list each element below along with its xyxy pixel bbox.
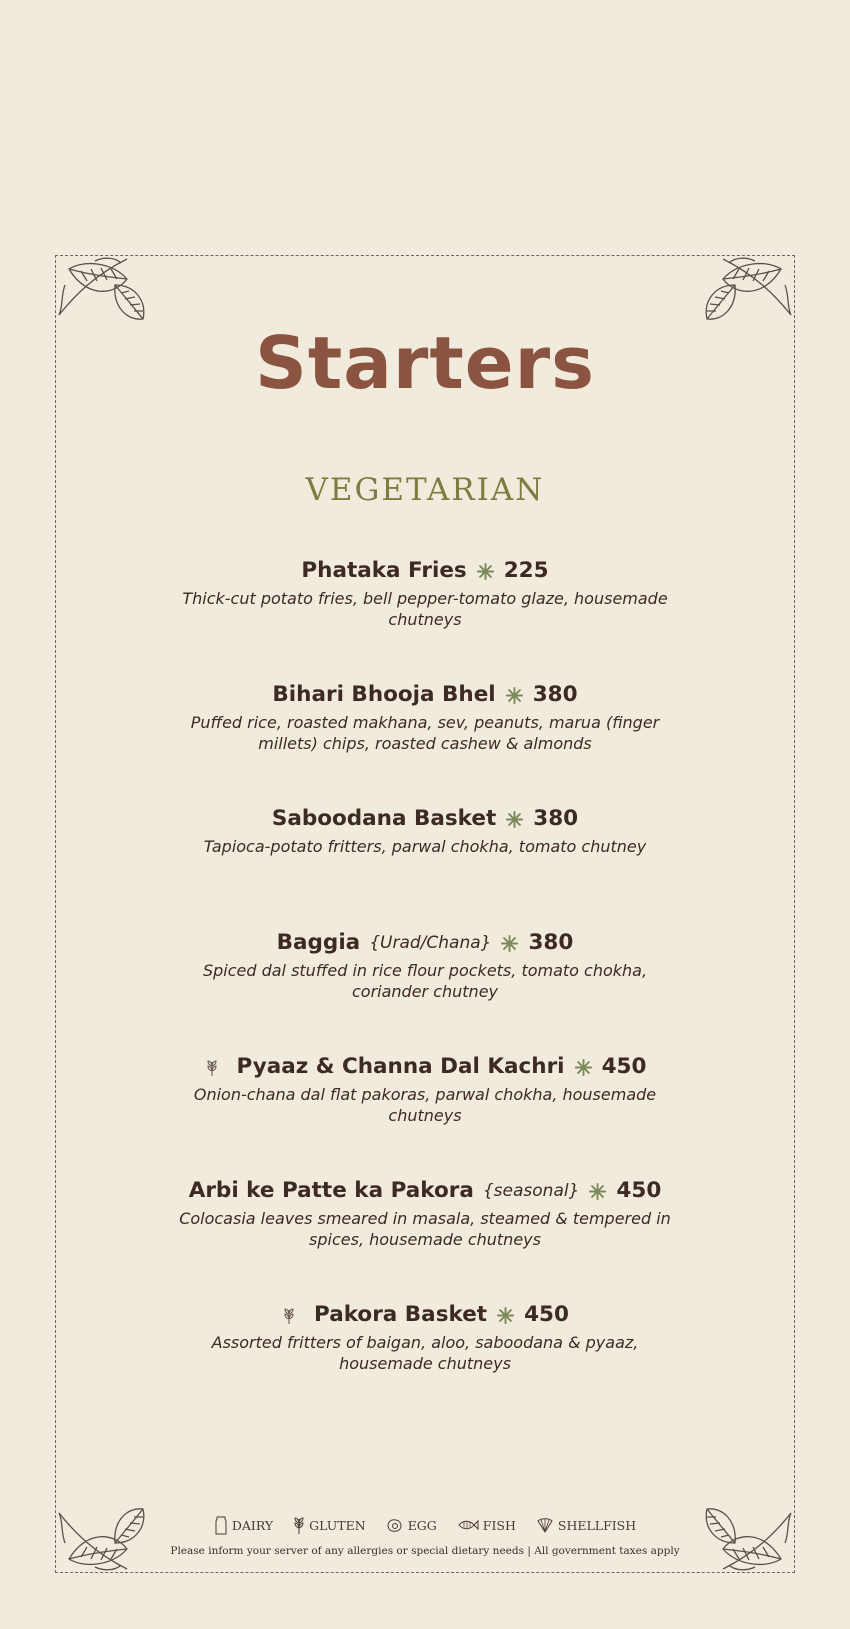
star-divider-icon: [574, 1058, 593, 1077]
egg-icon: [386, 1517, 404, 1533]
menu-item: [0, 1300, 850, 1424]
menu-item: [0, 804, 850, 928]
item-title-line: [0, 1052, 850, 1082]
item-price: 225: [503, 558, 549, 583]
menu-items-list: [0, 556, 850, 1424]
legend-label: SHELLFISH: [557, 1517, 637, 1533]
item-price: 450: [616, 1178, 662, 1203]
gluten-icon: [293, 1515, 305, 1535]
item-name: Bihari Bhooja Bhel: [272, 682, 496, 707]
section-heading: VEGETARIAN: [305, 472, 545, 508]
menu-item: [0, 680, 850, 804]
item-price: 450: [601, 1054, 647, 1079]
gluten-icon: [204, 1057, 220, 1077]
item-name: Baggia: [276, 930, 361, 955]
menu-item: [0, 1176, 850, 1300]
legend-label: FISH: [482, 1517, 516, 1533]
legend-egg: [386, 1517, 437, 1533]
footer-note: Please inform your server of any allergies or special dietary needs | All government taxes apply: [170, 1545, 680, 1557]
item-name: Arbi ke Patte ka Pakora: [188, 1178, 474, 1203]
gluten-icon: [281, 1305, 297, 1325]
item-price: 380: [533, 806, 579, 831]
item-description: Spiced dal stuffed in rice flour pockets, tomato chokha, coriander chutney: [202, 961, 648, 1001]
item-title-line: [0, 1176, 850, 1206]
item-description: Tapioca-potato fritters, parwal chokha, tomato chutney: [203, 837, 647, 856]
item-title-line: [0, 680, 850, 710]
legend-gluten: [293, 1515, 366, 1535]
item-price: 380: [532, 682, 578, 707]
item-description: Assorted fritters of baigan, aloo, saboodana & pyaaz, housemade chutneys: [211, 1333, 639, 1373]
legend-fish: [457, 1518, 516, 1533]
legend-label: EGG: [407, 1517, 437, 1533]
legend-label: GLUTEN: [309, 1517, 366, 1533]
item-price: 380: [528, 930, 574, 955]
star-divider-icon: [588, 1182, 607, 1201]
item-name: Phataka Fries: [301, 558, 467, 583]
star-divider-icon: [505, 810, 524, 829]
item-description: Colocasia leaves smeared in masala, steamed & tempered in spices, housemade chutneys: [179, 1209, 671, 1249]
item-price: 450: [524, 1302, 569, 1327]
legend-shellfish: [536, 1517, 636, 1533]
menu-item: [0, 928, 850, 1052]
star-divider-icon: [500, 934, 519, 953]
item-name: Pakora Basket: [314, 1302, 488, 1327]
star-divider-icon: [476, 562, 495, 581]
dairy-icon: [214, 1515, 228, 1535]
item-qualifier: {Urad/Chana}: [369, 933, 492, 953]
item-description: Onion-chana dal flat pakoras, parwal chokha, housemade chutneys: [193, 1085, 657, 1125]
menu-item: [0, 1052, 850, 1176]
legend-label: DAIRY: [231, 1517, 274, 1533]
menu-item: [0, 556, 850, 680]
star-divider-icon: [496, 1306, 515, 1325]
item-qualifier: {seasonal}: [482, 1181, 580, 1201]
item-title-line: [0, 804, 850, 834]
item-title-line: [0, 556, 850, 586]
legend-dairy: [214, 1515, 273, 1535]
item-description: Puffed rice, roasted makhana, sev, peanuts, marua (finger millets) chips, roasted cashew & almonds: [190, 713, 660, 753]
page-title: Starters: [255, 321, 595, 405]
item-title-line: [0, 1300, 850, 1330]
shellfish-icon: [536, 1517, 554, 1533]
item-title-line: [0, 928, 850, 958]
star-divider-icon: [505, 686, 524, 705]
item-description: Thick-cut potato fries, bell pepper-tomato glaze, housemade chutneys: [182, 589, 668, 629]
item-name: Pyaaz & Channa Dal Kachri: [236, 1054, 565, 1079]
item-name: Saboodana Basket: [271, 806, 497, 831]
fish-icon: [457, 1519, 479, 1531]
allergen-legend: [0, 1515, 850, 1535]
